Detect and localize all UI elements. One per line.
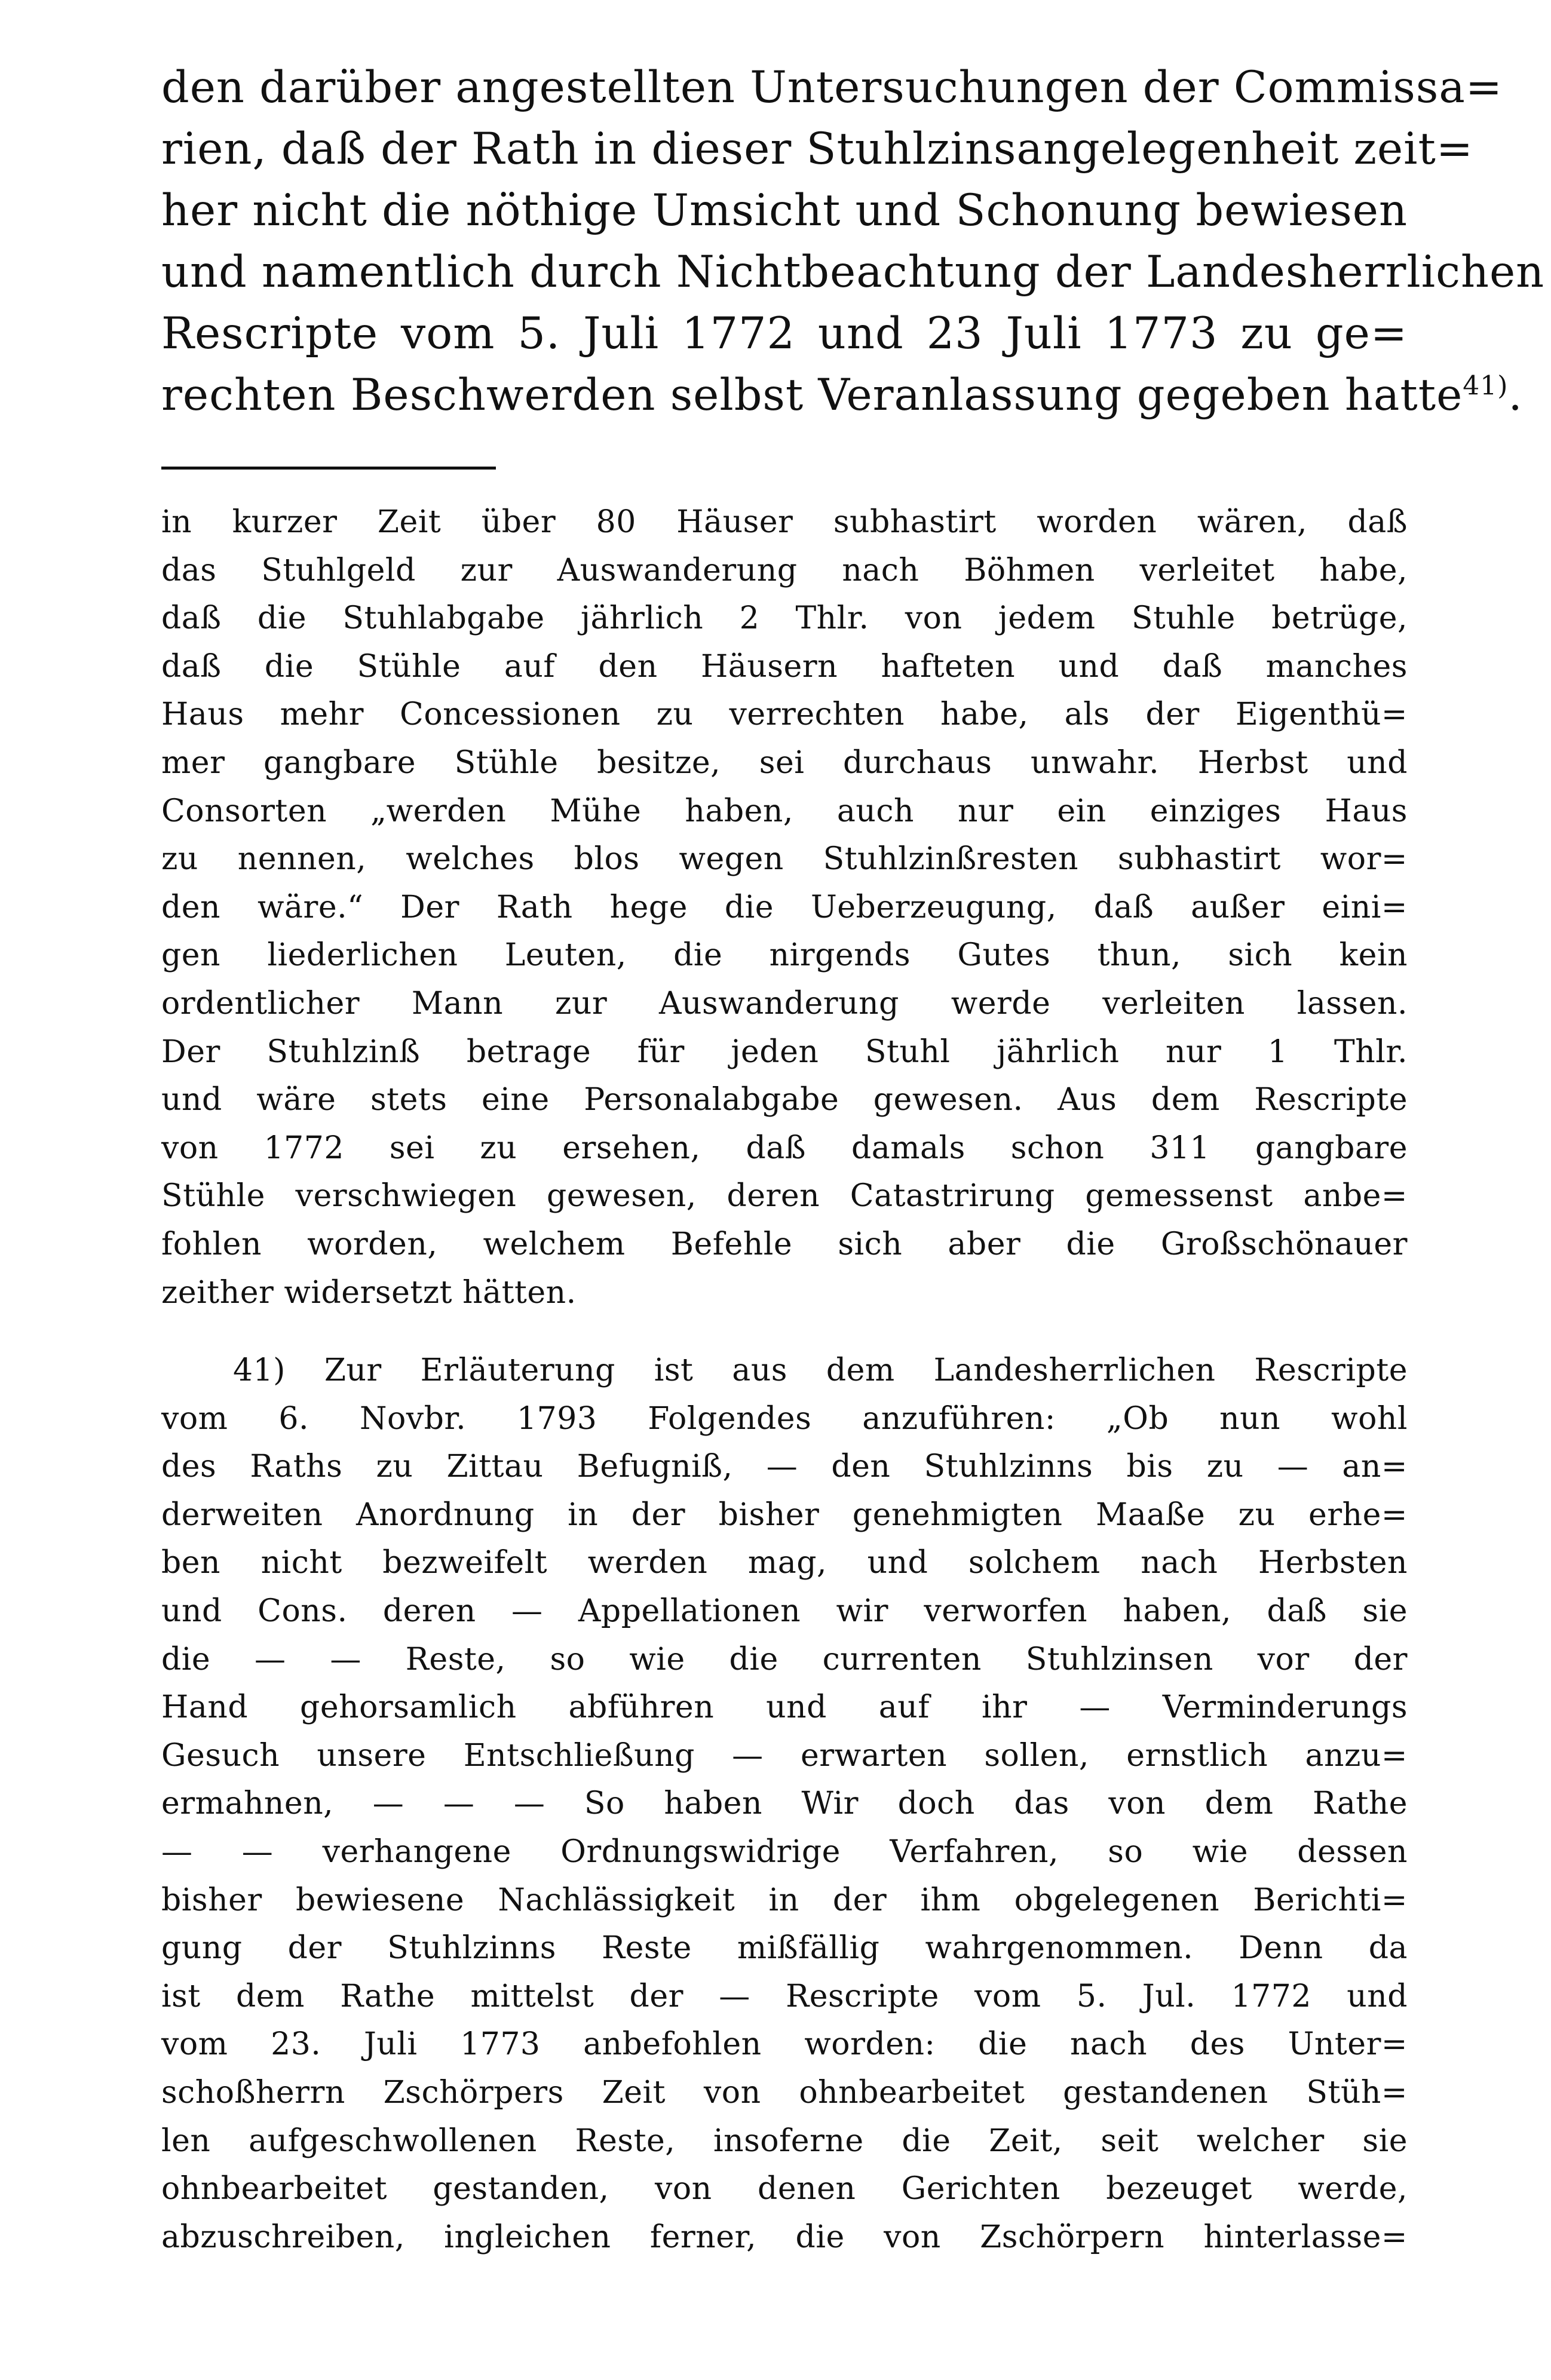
footnote-line: zeither widersetzt hätten. <box>161 1274 577 1311</box>
footnote-line: daß die Stuhlabgabe jährlich 2 Thlr. von jedem Stuhle betrüge, <box>161 600 1408 637</box>
footnote-line: abzuschreiben, ingleichen ferner, die von Zschörpern hinterlasse= <box>161 2219 1408 2255</box>
footnote-line: die — — Reste, so wie die currenten Stuhlzinsen vor der <box>161 1641 1408 1677</box>
footnote-line: bisher bewiesene Nachlässigkeit in der ihm obgelegenen Berichti= <box>161 1882 1408 1918</box>
main-text <box>161 57 1545 426</box>
footnote-line: Haus mehr Concessionen zu verrechten habe, als der Eigenthü= <box>161 697 1408 733</box>
footnote-line: gung der Stuhlzinns Reste mißfällig wahrgenommen. Denn da <box>161 1930 1408 1967</box>
footnote-line: ohnbearbeitet gestanden, von denen Gerichten bezeuget werde, <box>161 2171 1408 2207</box>
footnote-line: Der Stuhlzinß betrage für jeden Stuhl jährlich nur 1 Thlr. <box>161 1033 1408 1070</box>
footnote-line: in kurzer Zeit über 80 Häuser subhastirt worden wären, daß <box>161 504 1408 540</box>
footnote-line: — — verhangene Ordnungswidrige Verfahren, so wie dessen <box>161 1834 1408 1870</box>
footnote-divider <box>161 467 496 470</box>
document-page <box>161 57 1545 2261</box>
footnote-line: daß die Stühle auf den Häusern hafteten und daß manches <box>161 648 1408 685</box>
footnote-line: Stühle verschwiegen gewesen, deren Catastrirung gemessenst anbe= <box>161 1178 1408 1214</box>
footnote-line: des Raths zu Zittau Befugniß, — den Stuhlzinns bis zu — an= <box>161 1449 1408 1485</box>
footnote-line: Consorten „werden Mühe haben, auch nur ein einziges Haus <box>161 793 1408 829</box>
footnote-line: Hand gehorsamlich abführen und auf ihr — Verminderungs <box>161 1689 1408 1726</box>
footnote-line: ist dem Rathe mittelst der — Rescripte vom 5. Jul. 1772 und <box>161 1978 1408 2014</box>
footnote-line: und wäre stets eine Personalabgabe gewesen. Aus dem Rescripte <box>161 1082 1408 1118</box>
footnote-line: und Cons. deren — Appellationen wir verworfen haben, daß sie <box>161 1593 1408 1630</box>
footnote-continued <box>161 498 1408 1317</box>
end-punctuation: . <box>1508 370 1523 421</box>
footnote-line: fohlen worden, welchem Befehle sich aber die Großschönauer <box>161 1226 1408 1262</box>
main-text-line: Rescripte vom 5. Juli 1772 und 23 Juli 1773 zu ge= <box>161 308 1408 359</box>
footnote-line: vom 6. Novbr. 1793 Folgendes anzuführen: „Ob nun wohl <box>161 1400 1408 1437</box>
footnote-line: len aufgeschwollenen Reste, insoferne die Zeit, seit welcher sie <box>161 2123 1408 2159</box>
footnote-reference: 41) <box>1463 370 1509 401</box>
footnote-line: gen liederlichen Leuten, die nirgends Gutes thun, sich kein <box>161 937 1408 974</box>
footnote-line: den wäre.“ Der Rath hege die Ueberzeugung, daß außer eini= <box>161 889 1408 925</box>
footnote-41 <box>161 1347 1408 2261</box>
footnote-line: derweiten Anordnung in der bisher genehmigten Maaße zu erhe= <box>161 1496 1408 1533</box>
footnote-line: schoßherrn Zschörpers Zeit von ohnbearbeitet gestandenen Stüh= <box>161 2075 1408 2111</box>
footnote-line: von 1772 sei zu ersehen, daß damals schon 311 gangbare <box>161 1130 1408 1166</box>
footnote-line: 41) Zur Erläuterung ist aus dem Landesherrlichen Rescripte <box>233 1352 1408 1389</box>
footnote-line: ermahnen, — — — So haben Wir doch das von dem Rathe <box>161 1786 1408 1822</box>
footnote-line: zu nennen, welches blos wegen Stuhlzinßresten subhastirt wor= <box>161 841 1408 878</box>
footnote-line: vom 23. Juli 1773 anbefohlen worden: die nach des Unter= <box>161 2026 1408 2063</box>
footnote-line: Gesuch unsere Entschließung — erwarten sollen, ernstlich anzu= <box>161 1737 1408 1774</box>
footnote-line: ben nicht bezweifelt werden mag, und solchem nach Herbsten <box>161 1545 1408 1581</box>
main-text-line: rien, daß der Rath in dieser Stuhlzinsangelegenheit zeit= <box>161 124 1474 174</box>
footnote-line: das Stuhlgeld zur Auswanderung nach Böhmen verleitet habe, <box>161 552 1408 588</box>
main-text-line: her nicht die nöthige Umsicht und Schonung bewiesen <box>161 185 1408 236</box>
main-text-line: den darüber angestellten Untersuchungen der Commissa= <box>161 62 1503 113</box>
footnote-line: mer gangbare Stühle besitze, sei durchaus unwahr. Herbst und <box>161 744 1408 781</box>
footnote-line: ordentlicher Mann zur Auswanderung werde verleiten lassen. <box>161 985 1408 1022</box>
main-text-line: und namentlich durch Nichtbeachtung der Landesherrlichen <box>161 247 1545 298</box>
main-text-line: rechten Beschwerden selbst Veranlassung gegeben hatte <box>161 370 1463 421</box>
main-text-last-line <box>161 364 1523 426</box>
